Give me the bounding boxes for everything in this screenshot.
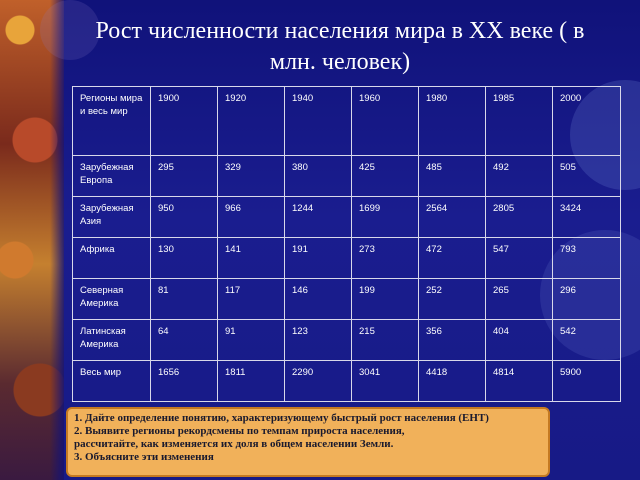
table-cell-value: 950 [151, 197, 218, 238]
table-cell-value: 191 [285, 238, 352, 279]
task-line-2: 2. Выявите регионы рекордсмены по темпам прироста населения, [74, 425, 405, 437]
table-cell-value: 425 [352, 156, 419, 197]
table-cell-value: 1699 [352, 197, 419, 238]
table-header-year: 1985 [486, 87, 553, 156]
task-line-1: 1. Дайте определение понятию, характеризующему быстрый рост населения (ЕНТ) [74, 412, 489, 424]
table-cell-value: 3424 [553, 197, 621, 238]
table-header-row [73, 87, 621, 156]
slide-title-line-2: млн. человек) [269, 49, 411, 75]
table-row [73, 361, 621, 402]
table-cell-region: Латинская Америка [73, 320, 151, 361]
table-cell-value: 81 [151, 279, 218, 320]
table-cell-value: 4814 [486, 361, 553, 402]
table-row [73, 320, 621, 361]
table-cell-value: 296 [553, 279, 621, 320]
table-cell-value: 199 [352, 279, 419, 320]
population-table-container [72, 86, 620, 402]
table-cell-region: Северная Америка [73, 279, 151, 320]
table-cell-region: Весь мир [73, 361, 151, 402]
table-cell-value: 356 [419, 320, 486, 361]
table-cell-value: 64 [151, 320, 218, 361]
table-cell-value: 542 [553, 320, 621, 361]
table-cell-value: 215 [352, 320, 419, 361]
table-cell-value: 485 [419, 156, 486, 197]
table-cell-value: 1656 [151, 361, 218, 402]
table-header-region: Регионы мира и весь мир [73, 87, 151, 156]
table-header-year: 2000 [553, 87, 621, 156]
table-cell-value: 404 [486, 320, 553, 361]
table-row [73, 279, 621, 320]
table-header-year: 1980 [419, 87, 486, 156]
slide-title [70, 16, 610, 78]
table-cell-value: 1244 [285, 197, 352, 238]
table-cell-value: 1811 [218, 361, 285, 402]
table-cell-value: 793 [553, 238, 621, 279]
table-cell-value: 91 [218, 320, 285, 361]
table-row [73, 238, 621, 279]
table-cell-value: 252 [419, 279, 486, 320]
table-cell-region: Зарубежная Азия [73, 197, 151, 238]
table-header-year: 1920 [218, 87, 285, 156]
table-cell-value: 505 [553, 156, 621, 197]
task-line-4: 3. Объясните эти изменения [74, 451, 214, 463]
table-cell-value: 117 [218, 279, 285, 320]
table-cell-value: 2564 [419, 197, 486, 238]
table-header-year: 1940 [285, 87, 352, 156]
table-cell-value: 2290 [285, 361, 352, 402]
table-cell-value: 5900 [553, 361, 621, 402]
table-cell-value: 3041 [352, 361, 419, 402]
table-cell-value: 966 [218, 197, 285, 238]
table-header-year: 1900 [151, 87, 218, 156]
slide-title-line-1: Рост численности населения мира в ХХ веке ( в [95, 18, 585, 44]
population-table [72, 86, 621, 402]
table-cell-value: 472 [419, 238, 486, 279]
table-cell-value: 492 [486, 156, 553, 197]
table-cell-value: 141 [218, 238, 285, 279]
table-cell-region: Африка [73, 238, 151, 279]
decorative-left-strip [0, 0, 64, 480]
table-cell-region: Зарубежная Европа [73, 156, 151, 197]
table-cell-value: 273 [352, 238, 419, 279]
table-header-year: 1960 [352, 87, 419, 156]
table-cell-value: 123 [285, 320, 352, 361]
table-cell-value: 547 [486, 238, 553, 279]
table-cell-value: 295 [151, 156, 218, 197]
table-cell-value: 130 [151, 238, 218, 279]
table-cell-value: 329 [218, 156, 285, 197]
table-cell-value: 265 [486, 279, 553, 320]
table-cell-value: 2805 [486, 197, 553, 238]
table-cell-value: 146 [285, 279, 352, 320]
table-cell-value: 4418 [419, 361, 486, 402]
table-row [73, 156, 621, 197]
task-line-3: рассчитайте, как изменяется их доля в общем населении Земли. [74, 438, 394, 450]
table-cell-value: 380 [285, 156, 352, 197]
task-box [66, 407, 550, 477]
table-row [73, 197, 621, 238]
